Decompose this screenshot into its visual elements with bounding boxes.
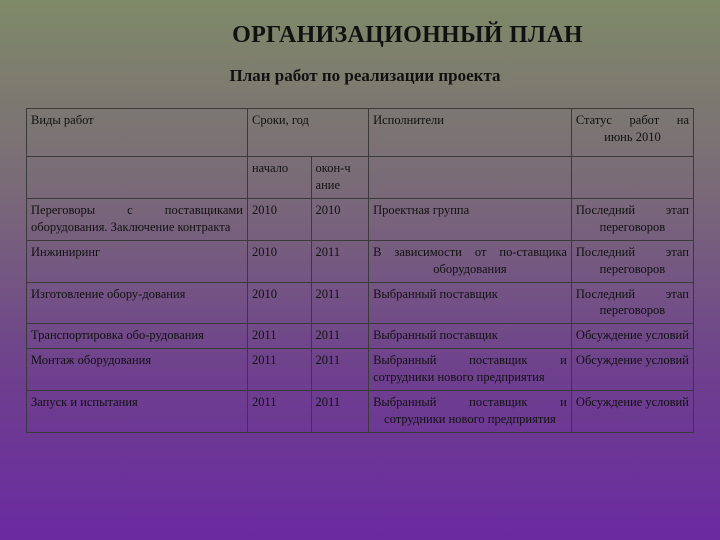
- page-title: ОРГАНИЗАЦИОННЫЙ ПЛАН: [232, 22, 583, 48]
- subheader-empty: [27, 157, 248, 199]
- cell-end: 2011: [311, 240, 369, 282]
- cell-executor: Выбранный поставщик и сотрудники нового предприятия: [369, 390, 572, 432]
- cell-start: 2011: [247, 324, 311, 349]
- subheader-start: начало: [247, 157, 311, 199]
- table-subheader-row: [27, 157, 694, 199]
- cell-start: 2010: [247, 282, 311, 324]
- table-row: [27, 324, 694, 349]
- cell-end: 2011: [311, 390, 369, 432]
- subheader-empty: [369, 157, 572, 199]
- cell-work: Изготовление обору-дования: [27, 282, 248, 324]
- table-row: [27, 240, 694, 282]
- header-status: Статус работ на июнь 2010: [571, 109, 693, 157]
- subheader-end: окон-ч ание: [311, 157, 369, 199]
- subheader-empty: [571, 157, 693, 199]
- cell-executor: В зависимости от по-ставщика оборудования: [369, 240, 572, 282]
- cell-executor: Выбранный поставщик: [369, 324, 572, 349]
- header-executors: Исполнители: [369, 109, 572, 157]
- cell-executor: Проектная группа: [369, 199, 572, 241]
- cell-start: 2011: [247, 349, 311, 391]
- cell-end: 2011: [311, 282, 369, 324]
- cell-status: Обсуждение условий: [571, 390, 693, 432]
- cell-work: Транспортировка обо-рудования: [27, 324, 248, 349]
- cell-executor: Выбранный поставщик: [369, 282, 572, 324]
- table-header-row: [27, 109, 694, 157]
- cell-end: 2011: [311, 349, 369, 391]
- cell-status: Последний этап переговоров: [571, 282, 693, 324]
- page-subtitle: План работ по реализации проекта: [229, 66, 501, 85]
- cell-work: Инжиниринг: [27, 240, 248, 282]
- header-work-types: Виды работ: [27, 109, 248, 157]
- table-row: [27, 390, 694, 432]
- work-plan-table: [26, 108, 694, 433]
- cell-work: Запуск и испытания: [27, 390, 248, 432]
- cell-status: Последний этап переговоров: [571, 199, 693, 241]
- table-row: [27, 349, 694, 391]
- cell-start: 2010: [247, 199, 311, 241]
- cell-status: Обсуждение условий: [571, 349, 693, 391]
- cell-end: 2011: [311, 324, 369, 349]
- table-row: [27, 199, 694, 241]
- cell-executor: Выбранный поставщик и сотрудники нового предприятия: [369, 349, 572, 391]
- table-row: [27, 282, 694, 324]
- cell-end: 2010: [311, 199, 369, 241]
- cell-start: 2010: [247, 240, 311, 282]
- cell-status: Обсуждение условий: [571, 324, 693, 349]
- cell-work: Монтаж оборудования: [27, 349, 248, 391]
- header-timing: Сроки, год: [247, 109, 368, 157]
- cell-status: Последний этап переговоров: [571, 240, 693, 282]
- cell-work: Переговоры с поставщиками оборудования. Заключение контракта: [27, 199, 248, 241]
- cell-start: 2011: [247, 390, 311, 432]
